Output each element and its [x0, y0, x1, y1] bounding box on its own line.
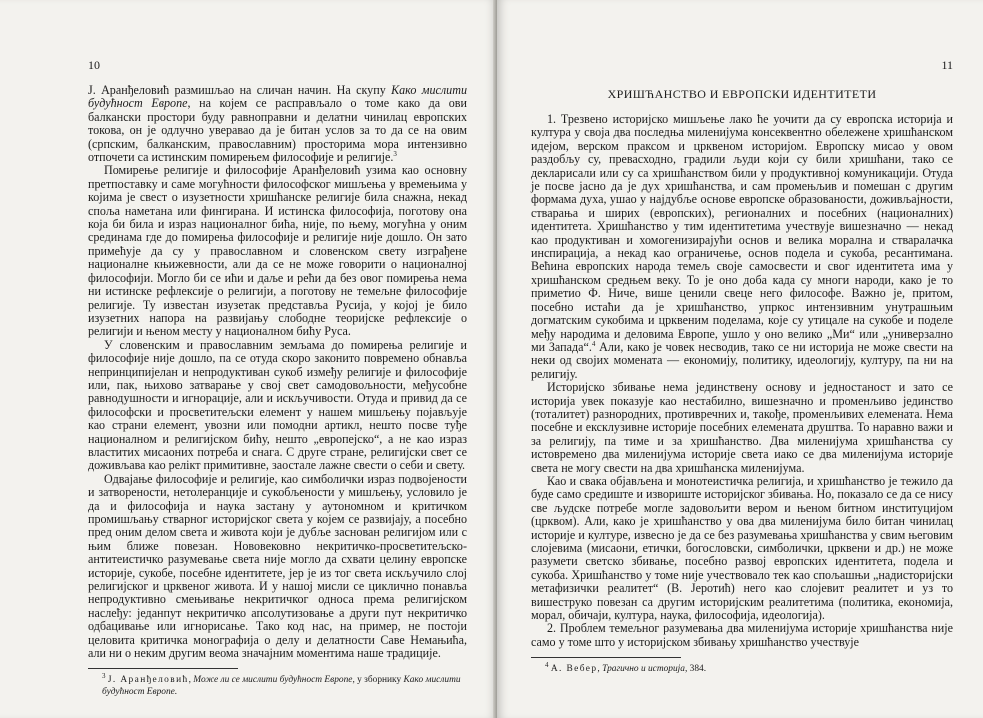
footnote-work: Како мислити будућност Европе. — [102, 675, 461, 697]
footnote-number: 3 — [102, 672, 106, 681]
footnote-divider — [88, 668, 238, 669]
paragraph: Као и свака објављена и монотеистичка религија, и хришћанство је тежило да буде само средиште и извориште историјског збивања. Но, показало се да се нису све људске потребе могле задовољити вером и њеном битном институцијом (црквом). Али, како је хришћанство у ова два миленијума било битан чинилац историје и културе, извесно је да се без разумевања хришћанства у свим његовим слојевима (мисаони, етички, богословски, симболички, црквени и др.) не може разумети светско збивање, посебно развој европских идентитета, подела и сукоба. Хришћанство у томе није учествовало тек као спољашњи „надисторијски метафизички реалитет“ (В. Јеротић) него као слојевит реалитет и уз то вишеструко повезан са другим историјским реалитетима (политика, економија, морал, обичаји, култура, наука, философија, идеологија). — [531, 473, 953, 623]
footnote-author: А. Вебер — [550, 664, 598, 675]
footnote-marker: 3 — [393, 150, 397, 158]
footnote-work: Трагично и историја — [602, 664, 685, 675]
text-run: , на којем се расправљало о томе како да ови балкански простори буду равноправни и делатни чинилац европских токова, он је одлучно уверавао да је битан услов за то да се на овим (српским, балканским, православним) просторима мора интензивно отпочети са истинским помирењем философије и религије. — [88, 96, 467, 165]
footnote-author: Ј. Аранђеловић — [107, 675, 189, 686]
page-number-right: 11 — [941, 58, 953, 72]
paragraph — [531, 113, 953, 381]
italic-title: Како мислити будућност Европе — [88, 83, 467, 111]
paragraph: Историјско збивање нема јединствену основу и једностаност и зато се историја увек показује као нестабилно, вишезначно и променљиво јединство (тоталитет) разнородних, противречних и, такође, променљивих елемената. Нема посебне и ексклузивне историје посебних елемената друштва. То наравно важи и за религију, па тиме и за хришћанство. Два миленијума хришћанства су истовремено два миленијума историје света иако се два миленијума историје света не могу свести на два хришћанска миленијума. — [531, 380, 953, 475]
footnote-marker: 4 — [591, 339, 596, 348]
paragraph: Одвајање философије и религије, као симболички израз подвојености и затворености, нетолеранције и сукобљености у мишљењу, условило је да и философија и наука застану у аутономном и критичком промишљању стварног историјског света у којем се развијају, а посебно пред оним делом света и живота који је дубље заснован религијом или с њим ближе повезан. Нововековно некритичко-просветитељско-антитеистичко разумевање света није могло да схвати целину европске историје, сукобе, посебне идентитете, јер је из тог света искључило слој религијског и црквеног живота. И у нашој мисли се циклично понавља непродуктивно смењивање некритичког односа према религијском наслеђу: једанпут некритичко апсолутизовање а други пут некритичко одбацивање или игнорисање. Тако код нас, на пример, не постоји целовита критичка монографија о делу и делатности Саве Немањића, али ни о неким другим веома значајним моментима наше традиције. — [88, 471, 467, 661]
footnote-divider — [531, 657, 681, 658]
footnote-work: Може ли се мислити будућност Европе — [193, 675, 353, 686]
footnote: $^3$ Ј. Аранђеловић, Може ли се мислити будућност Европе, у зборнику Како мислити будућност Европе. — [102, 672, 461, 697]
paragraph: 2. Проблем темељног разумевања два миленијума историје хришћанства није само у томе што у историјском збивању хришћанство учествује — [531, 621, 953, 649]
paragraph — [88, 84, 467, 164]
paragraph: Помирење религије и философије Аранђеловић узима као основну претпоставку и саме могућности философског мишљења у времењима у којима је свест о изузетности хришћанске религије била снажна, некад споља наметана или фингирана. И истинска философија, поготову она која би била и израз националног бића, није, по њему, могућна у оним срединама где до помирења философије и религије није дошло. Он зато примећује да су у православном и словенском свету изграђене националне књижевности, али да се не може говорити о националној философији. Могло би се ићи и даље и рећи да без овог помирења нема ни истинске рефлексије о религији, а поготову не темељне философије религије. Ту известан изузетак представља Русија, у којој је било изузетних напора на развијању слободне теоријске рефлексије о религији и њеном месту у националном бићу Руса. — [88, 163, 467, 339]
chapter-title: ХРИШЋАНСТВО И ЕВРОПСКИ ИДЕНТИТЕТИ — [607, 87, 877, 101]
paragraph: У словенским и православним земљама до помирења религије и философије није дошло, па се отуда скоро законито повремено обнавља непринципијелан и непродуктиван сукоб између религије и философије или, пак, њихово затварање у свој свет самодовољности, међусобне равнодушности и игнорације, али и искључивости. Отуда и привид да се философски и просветитељски елемент у нашем мишљењу појављује као страни елемент, увозни или помодни артикл, нешто посве туђе националном и религијском бићу, нешто „европејско“, а не као израз властитих мисаоних потреба и снага. С друге стране, религијски свет се доживљава као релікт примитивне, заостале лажне свести о себи и свету. — [88, 337, 467, 473]
right-page — [497, 0, 983, 718]
text-run: Али, како је човек несводив, тако се ни историја не може свести на неки од својих момената — економију, политику, идеологију, културу, па ни на религију. — [531, 339, 953, 381]
left-body-text — [88, 84, 467, 698]
text-run: 1. Трезвено историјско мишљење лако ће уочити да су европска историја и култура у своја два последња миленијума консеквентно обележене хришћанском идејом, верском праксом и црквеном историјом. Европску мисао у овом раздобљу су, превасходно, градили људи који су били хришћани, тако се декларисали или су са хришћанством били у продуктивној комуникацији. Отуда је посве јасно да је дух хришћанства, и сам промењљив и помешан с другим формама духа, ушао у најдубље основе европске образованости, доживљајности, стварања и ширих (европских), регионалних и посебних (националних) идентитета. Хришћанство у тим идентитетима учествује вишезначно — некад као продуктиван и хомогенизирајући основ и велика морална и стваралачка инспирација, а некад као ограничење, основ подела и сукоба, ресантимана. Већина европских народа темељ своје самосвести и свог идентитета има у хришћанском средњем веку. То је оно доба када су многи народи, како је то приметио Ф. Ниче, више ценили свеце него философе. Важно је, притом, посебно истаћи да је хришћанство, упркос интензивним унутрашњим догматским сукобима и црквеним поделама, које су утицале на сукобе и поделе међу народима и деловима Европе, ушло у оно велико „Ми“ или „универзално ми Запада“. — [531, 112, 953, 354]
footnote-text: , 384. — [684, 664, 707, 675]
right-body-text — [531, 87, 953, 675]
page-number-left: 10 — [88, 58, 100, 72]
text-run: Ј. Аранђеловић размишљао на сличан начин. На скупу — [88, 83, 392, 97]
footnote: $^4$ А. Вебер, Трагично и историја, 384. — [545, 661, 707, 675]
footnote-text: , у зборнику — [352, 675, 404, 686]
footnote-number: 4 — [545, 661, 549, 670]
